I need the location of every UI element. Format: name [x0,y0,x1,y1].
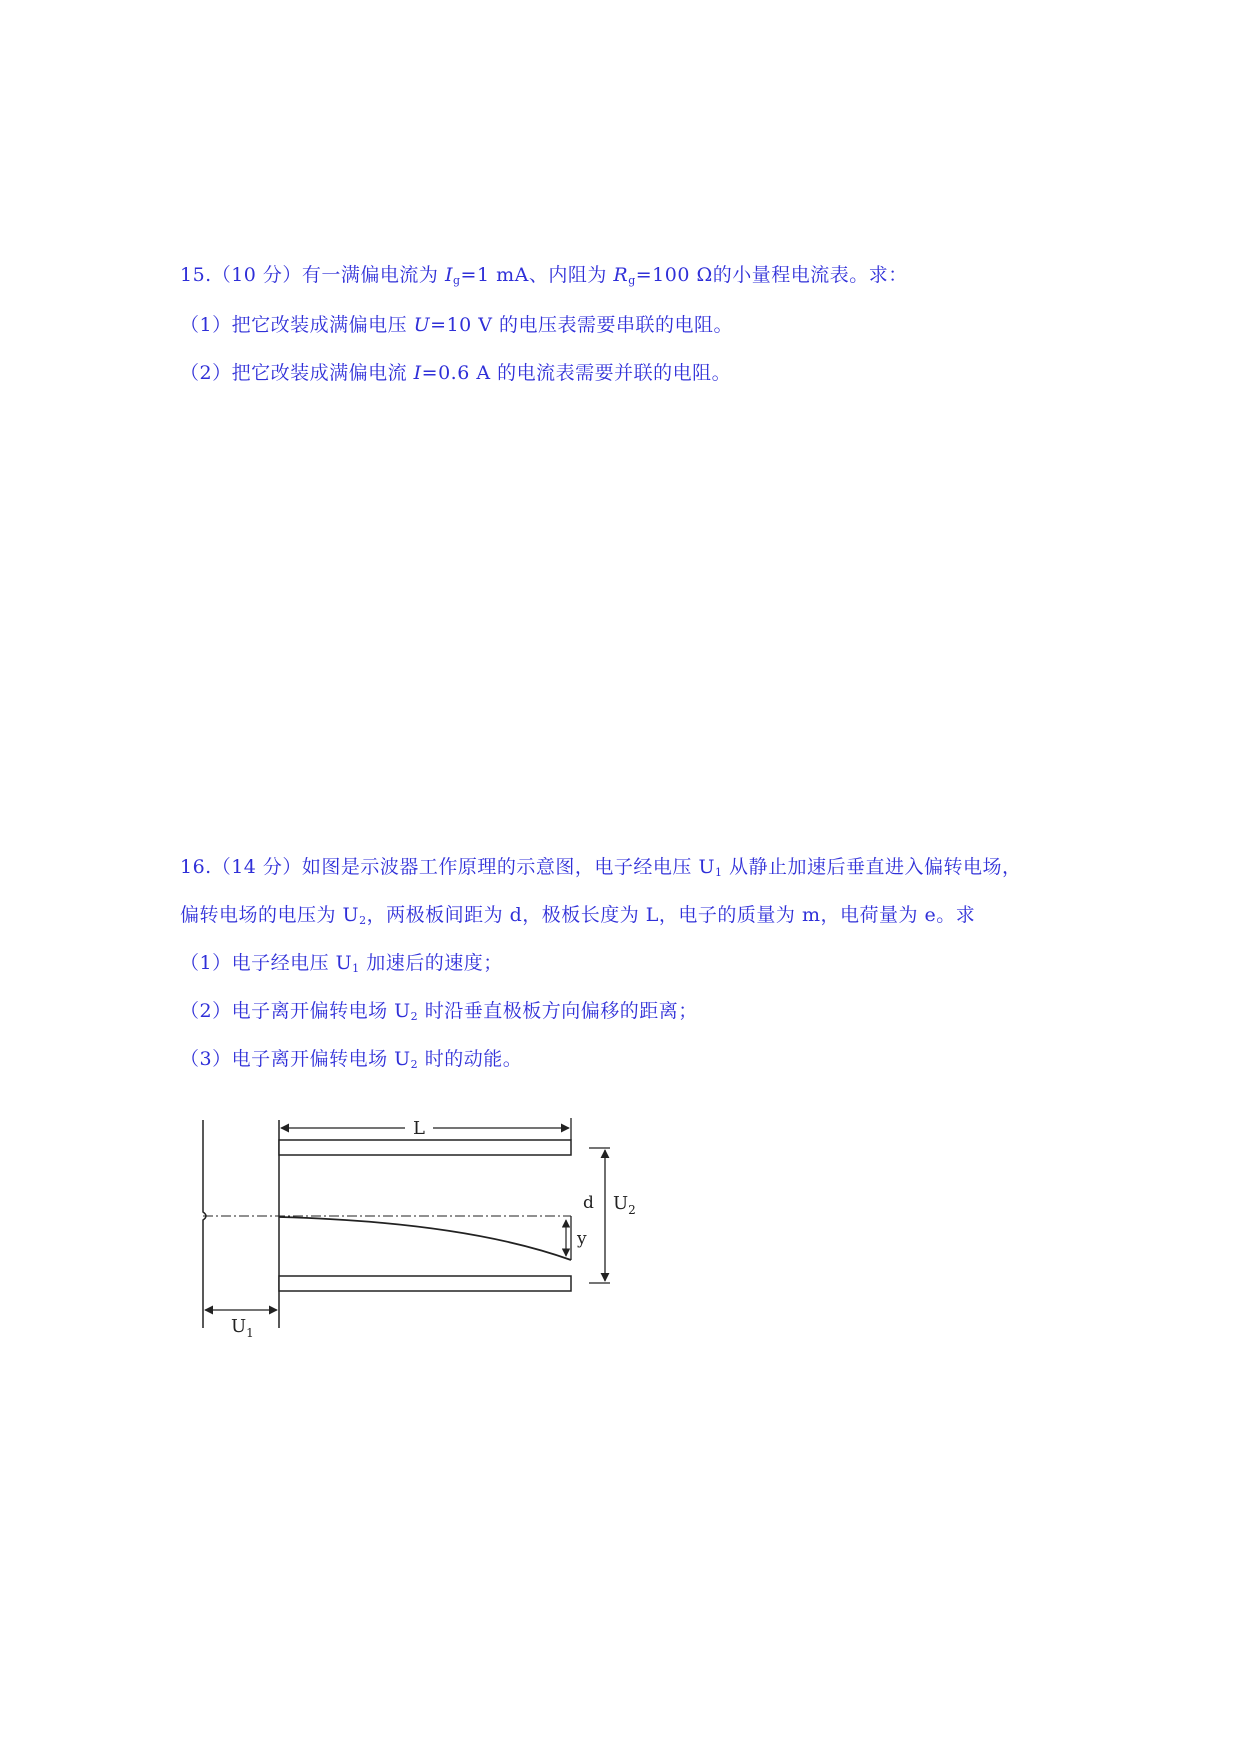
label-L: L [413,1118,425,1139]
q15-number: 15. [180,264,212,286]
oscilloscope-diagram [195,1110,665,1340]
lower-plate [279,1276,571,1291]
q16-line2: 偏转电场的电压为 $U_2$，两极板间距为 d，极板长度为 L，电子的质量为 m，电荷量为 e。求 [180,904,976,927]
label-y: y [577,1229,587,1249]
label-U1: $U_1$ [231,1316,254,1340]
label-U2: $U_2$ [613,1193,636,1217]
accelerating-plate [203,1120,206,1328]
q15-part1: （1）把它改装成满偏电压 U=10 V 的电压表需要串联的电阻。 [180,314,734,336]
q15-header: 15.（10 分）有一满偏电流为 $I_g=1$ mA、内阻为 $R_g=100$ Ω的小量程电流表。求： [180,264,908,287]
electron-trajectory [279,1217,571,1260]
q15-part2: （2）把它改装成满偏电流 I=0.6 A 的电流表需要并联的电阻。 [180,362,732,384]
q16-line1: 16.（14 分）如图是示波器工作原理的示意图，电子经电压 $U_1$ 从静止加速后垂直进入偏转电场， [180,856,1022,879]
q16-part3: （3）电子离开偏转电场 $U_2$ 时的动能。 [180,1048,523,1071]
q16-part1: （1）电子经电压 $U_1$ 加速后的速度； [180,952,503,975]
upper-plate [279,1140,571,1155]
label-d: d [583,1193,594,1213]
q16-part2: （2）电子离开偏转电场 $U_2$ 时沿垂直极板方向偏移的距离； [180,1000,698,1023]
